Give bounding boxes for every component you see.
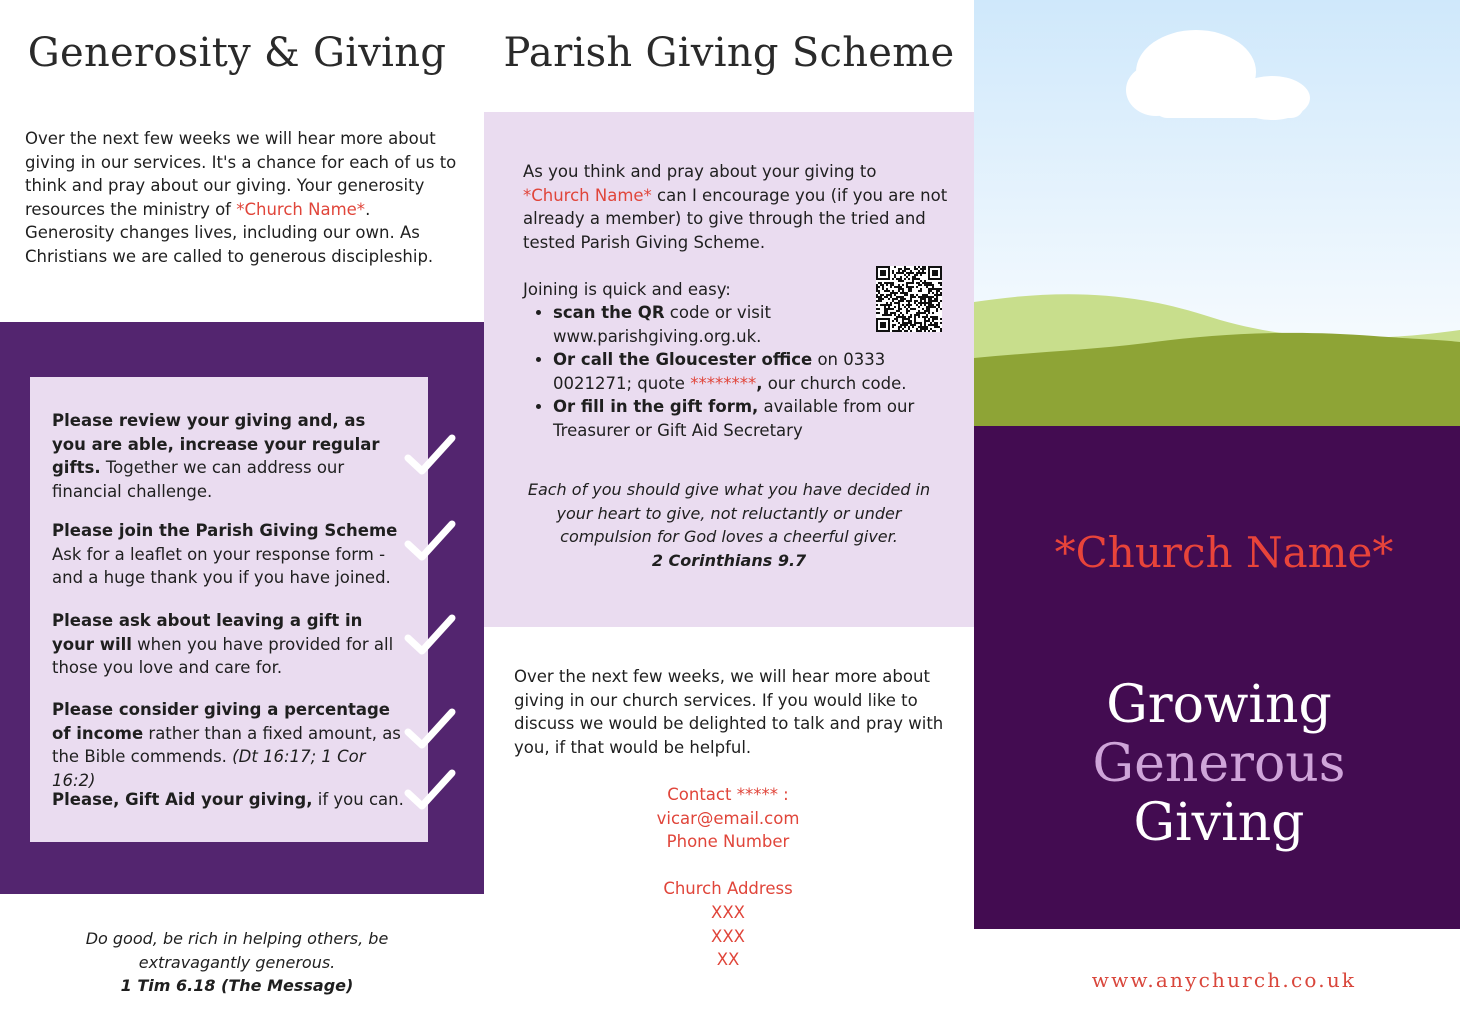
- cover-title: [974, 676, 1460, 853]
- contact-email[interactable]: vicar@email.com: [656, 808, 800, 828]
- church-name-placeholder: *Church Name*: [236, 199, 366, 219]
- commitment-item: Please consider giving a percentage of income rather than a fixed amount, as the Bible commends. (Dt 16:17; 1 Cor 16:2): [52, 700, 401, 790]
- middle-verse-ref: 2 Corinthians 9.7: [651, 550, 807, 570]
- pgs-intro: As you think and pray about your giving to *Church Name* can I encourage you (if you are not already a member) to give through the tried and tested Parish Giving Scheme.: [523, 162, 948, 252]
- church-name-placeholder: *Church Name*: [523, 185, 652, 205]
- contact-block: [600, 783, 856, 972]
- middle-outro: Over the next few weeks, we will hear more about giving in our church services. If you would like to discuss we would be delighted to talk and pray with you, if that would be helpful.: [514, 667, 944, 757]
- qr-code-icon[interactable]: [876, 266, 942, 332]
- checkmark-icon: [402, 518, 458, 566]
- join-steps: [523, 301, 928, 443]
- website-link[interactable]: www.anychurch.co.uk: [1091, 968, 1357, 992]
- checkmark-icon: [402, 706, 458, 754]
- middle-verse: Each of you should give what you have decided in your heart to give, not reluctantly or under compulsion for God loves a cheerful giver. 2 Corinthians 9.7: [524, 478, 934, 572]
- left-intro: Over the next few weeks we will hear more about giving in our services. It's a chance for each of us to think and pray about our giving. Your generosity resources the ministry of *Church Name*. Generosity changes lives, including our own. As Christians we are called to generous discipleship.: [25, 129, 457, 266]
- cover-church-name: *Church Name*: [1054, 528, 1394, 577]
- join-step: • scan the QR code or visit www.parishgiving.org.uk.: [553, 301, 928, 348]
- join-label: Joining is quick and easy:: [523, 280, 731, 299]
- left-heading: Generosity & Giving: [27, 30, 447, 76]
- checkmark-icon: [402, 767, 458, 815]
- commitment-item: Please join the Parish Giving Scheme Ask for a leaflet on your response form - and a huge thank you if you have joined.: [52, 521, 398, 588]
- commitment-item: Please ask about leaving a gift in your will when you have provided for all those you love and care for.: [52, 611, 394, 678]
- commitment-item: Please review your giving and, as you are able, increase your regular gifts. Together we can address our financial challenge.: [52, 411, 380, 501]
- contact-phone: Phone Number: [666, 832, 790, 852]
- commitment-item: Please, Gift Aid your giving, if you can.: [52, 790, 404, 809]
- address-line: XXX: [711, 902, 745, 922]
- join-step: • Or call the Gloucester office on 0333 0021271; quote ********, our church code.: [553, 348, 928, 395]
- contact-label: Contact ***** :: [667, 785, 789, 804]
- middle-heading: Parish Giving Scheme: [503, 30, 955, 76]
- checkmark-icon: [402, 612, 458, 660]
- join-step: • Or fill in the gift form, available from our Treasurer or Gift Aid Secretary: [553, 395, 928, 442]
- address-label: Church Address: [663, 879, 793, 899]
- title-line: Growing: [1106, 675, 1332, 735]
- title-line: Giving: [1133, 793, 1305, 853]
- landscape-illustration: [974, 0, 1460, 426]
- church-code: ********: [690, 373, 757, 393]
- checkmark-icon: [402, 432, 458, 480]
- address-line: XXX: [711, 926, 745, 946]
- title-line: Generous: [1092, 734, 1346, 794]
- left-verse-ref: 1 Tim 6.18 (The Message): [120, 976, 354, 996]
- left-verse: Do good, be rich in helping others, be extravagantly generous. 1 Tim 6.18 (The Message): [60, 927, 414, 998]
- address-line: XX: [716, 950, 740, 970]
